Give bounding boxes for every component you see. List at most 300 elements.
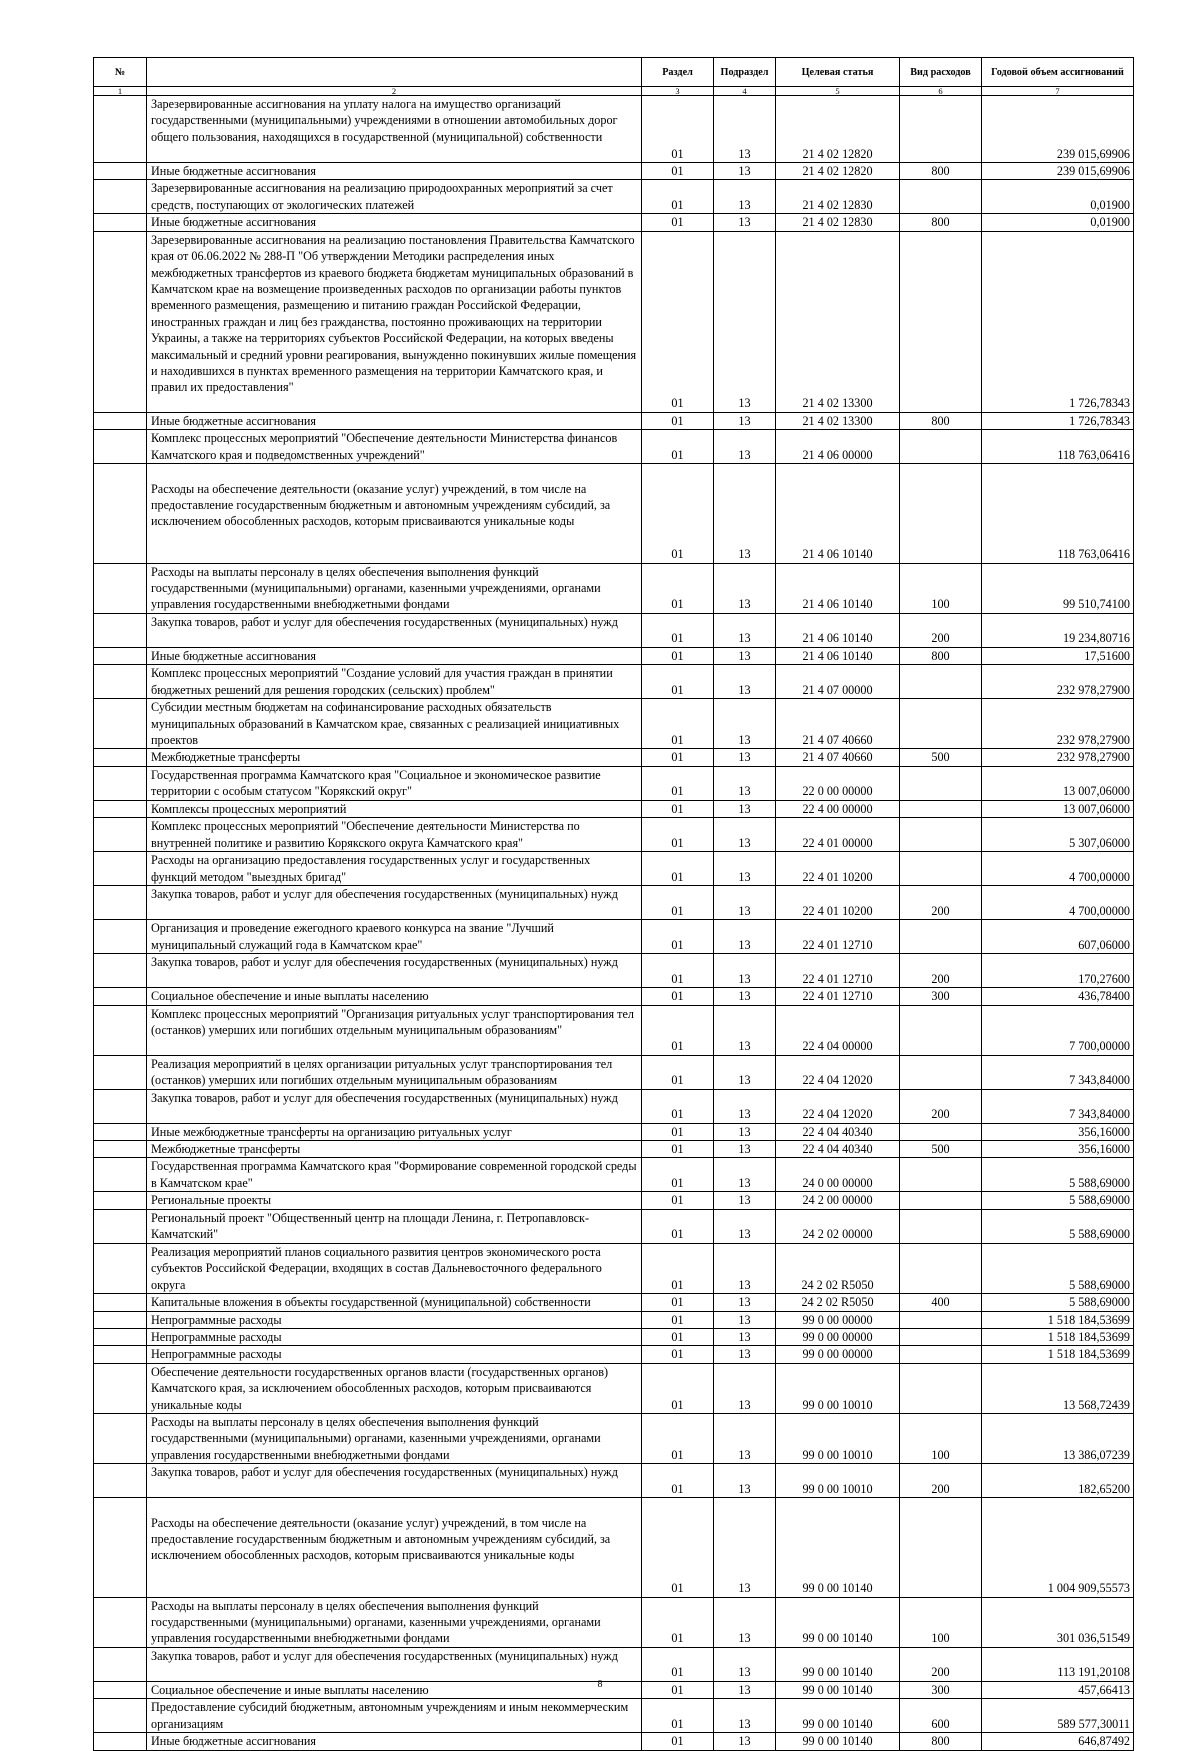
row-number-cell: [94, 1699, 147, 1733]
row-amount-cell: 118 763,06416: [982, 430, 1134, 464]
column-number: 6: [900, 87, 982, 96]
row-section-cell: 01: [642, 1413, 714, 1463]
row-section-cell: 01: [642, 1005, 714, 1055]
row-amount-cell: 5 307,06000: [982, 818, 1134, 852]
row-target-article-cell: 22 4 04 12020: [776, 1089, 900, 1123]
row-section-cell: 01: [642, 1123, 714, 1140]
row-expense-type-cell: [900, 920, 982, 954]
row-section-cell: 01: [642, 1209, 714, 1243]
row-target-article-cell: 99 0 00 10140: [776, 1498, 900, 1597]
row-amount-cell: 7 343,84000: [982, 1055, 1134, 1089]
row-subsection-cell: 13: [714, 1005, 776, 1055]
row-section-cell: 01: [642, 1158, 714, 1192]
row-expense-type-cell: 200: [900, 1464, 982, 1498]
row-section-cell: 01: [642, 800, 714, 817]
row-subsection-cell: 13: [714, 1141, 776, 1158]
row-amount-cell: 13 007,06000: [982, 766, 1134, 800]
row-target-article-cell: 22 4 01 10200: [776, 886, 900, 920]
row-expense-type-cell: 200: [900, 613, 982, 647]
column-number: 1: [94, 87, 147, 96]
row-name-cell: Иные бюджетные ассигнования: [147, 163, 642, 180]
table-row: [94, 1209, 1134, 1243]
row-amount-cell: 17,51600: [982, 647, 1134, 664]
row-expense-type-cell: [900, 1346, 982, 1363]
row-name-cell: Иные бюджетные ассигнования: [147, 1733, 642, 1750]
table-row: [94, 1141, 1134, 1158]
row-subsection-cell: 13: [714, 1498, 776, 1597]
row-subsection-cell: 13: [714, 1681, 776, 1698]
table-row: [94, 818, 1134, 852]
row-name-cell: Закупка товаров, работ и услуг для обеспечения государственных (муниципальных) нужд: [147, 954, 642, 988]
row-section-cell: 01: [642, 1363, 714, 1413]
column-number: 5: [776, 87, 900, 96]
row-expense-type-cell: [900, 800, 982, 817]
row-subsection-cell: 13: [714, 886, 776, 920]
row-number-cell: [94, 852, 147, 886]
table-row: [94, 430, 1134, 464]
header-target-article: Целевая статья: [776, 58, 900, 87]
row-target-article-cell: 21 4 02 12830: [776, 180, 900, 214]
row-subsection-cell: 13: [714, 749, 776, 766]
row-amount-cell: 13 386,07239: [982, 1413, 1134, 1463]
row-expense-type-cell: 800: [900, 647, 982, 664]
header-expense-type: Вид расходов: [900, 58, 982, 87]
row-expense-type-cell: 200: [900, 954, 982, 988]
row-section-cell: 01: [642, 1647, 714, 1681]
table-row: [94, 1089, 1134, 1123]
table-row: [94, 749, 1134, 766]
table-row: [94, 163, 1134, 180]
row-amount-cell: 170,27600: [982, 954, 1134, 988]
row-subsection-cell: 13: [714, 766, 776, 800]
row-section-cell: 01: [642, 1498, 714, 1597]
row-number-cell: [94, 1647, 147, 1681]
row-name-cell: Комплекс процессных мероприятий "Обеспечение деятельности Министерства финансов Камчатского края и подведомственных учреждений": [147, 430, 642, 464]
table-row: [94, 920, 1134, 954]
row-number-cell: [94, 1141, 147, 1158]
row-expense-type-cell: [900, 818, 982, 852]
row-subsection-cell: 13: [714, 464, 776, 563]
row-name-cell: Иные бюджетные ассигнования: [147, 214, 642, 231]
row-target-article-cell: 21 4 06 10140: [776, 464, 900, 563]
row-expense-type-cell: 800: [900, 412, 982, 429]
table-row: [94, 988, 1134, 1005]
table-row: [94, 180, 1134, 214]
row-name-cell: Зарезервированные ассигнования на реализацию природоохранных мероприятий за счет средств, поступающих от экологических платежей: [147, 180, 642, 214]
row-target-article-cell: 21 4 06 10140: [776, 563, 900, 613]
table-row: [94, 231, 1134, 412]
row-amount-cell: 232 978,27900: [982, 665, 1134, 699]
row-target-article-cell: 22 4 04 12020: [776, 1055, 900, 1089]
row-target-article-cell: 99 0 00 10010: [776, 1413, 900, 1463]
row-subsection-cell: 13: [714, 1346, 776, 1363]
table-row: [94, 699, 1134, 749]
table-row: [94, 563, 1134, 613]
table-row: [94, 1346, 1134, 1363]
row-subsection-cell: 13: [714, 1328, 776, 1345]
row-target-article-cell: 21 4 02 12830: [776, 214, 900, 231]
row-target-article-cell: 22 4 00 00000: [776, 800, 900, 817]
row-target-article-cell: 24 2 00 00000: [776, 1192, 900, 1209]
row-section-cell: 01: [642, 1243, 714, 1293]
row-expense-type-cell: [900, 852, 982, 886]
table-row: [94, 766, 1134, 800]
row-section-cell: 01: [642, 665, 714, 699]
row-section-cell: 01: [642, 886, 714, 920]
table-row: [94, 954, 1134, 988]
row-expense-type-cell: [900, 231, 982, 412]
row-target-article-cell: 21 4 06 10140: [776, 647, 900, 664]
row-target-article-cell: 99 0 00 10140: [776, 1647, 900, 1681]
row-target-article-cell: 99 0 00 10140: [776, 1733, 900, 1750]
row-name-cell: Реализация мероприятий планов социального развития центров экономического роста субъектов Российской Федерации, входящих в состав Дальневосточного федерального округа: [147, 1243, 642, 1293]
row-amount-cell: 7 700,00000: [982, 1005, 1134, 1055]
row-section-cell: 01: [642, 920, 714, 954]
row-amount-cell: 356,16000: [982, 1123, 1134, 1140]
row-number-cell: [94, 464, 147, 563]
row-name-cell: Закупка товаров, работ и услуг для обеспечения государственных (муниципальных) нужд: [147, 613, 642, 647]
row-section-cell: 01: [642, 1294, 714, 1311]
row-target-article-cell: 22 4 01 12710: [776, 920, 900, 954]
header-name: [147, 58, 642, 87]
row-section-cell: 01: [642, 749, 714, 766]
row-name-cell: Иные бюджетные ассигнования: [147, 412, 642, 429]
row-amount-cell: 4 700,00000: [982, 852, 1134, 886]
row-name-cell: Зарезервированные ассигнования на уплату налога на имущество организаций государственными (муниципальными) учреждениями в отношении автомобильных дорог общего пользования, находящихся в государственной (муниципальной) собственности: [147, 96, 642, 163]
table-row: [94, 464, 1134, 563]
row-name-cell: Субсидии местным бюджетам на софинансирование расходных обязательств муниципальных образований в Камчатском крае, связанных с реализацией инициативных проектов: [147, 699, 642, 749]
row-subsection-cell: 13: [714, 1123, 776, 1140]
row-number-cell: [94, 1498, 147, 1597]
row-section-cell: 01: [642, 1464, 714, 1498]
page-number: 8: [597, 1679, 603, 1690]
row-number-cell: [94, 1192, 147, 1209]
row-number-cell: [94, 1328, 147, 1345]
row-name-cell: Иные бюджетные ассигнования: [147, 647, 642, 664]
row-amount-cell: 239 015,69906: [982, 96, 1134, 163]
row-subsection-cell: 13: [714, 1209, 776, 1243]
row-name-cell: Непрограммные расходы: [147, 1346, 642, 1363]
table-row: [94, 1733, 1134, 1750]
row-subsection-cell: 13: [714, 852, 776, 886]
row-expense-type-cell: [900, 665, 982, 699]
row-number-cell: [94, 954, 147, 988]
row-section-cell: 01: [642, 818, 714, 852]
row-subsection-cell: 13: [714, 1243, 776, 1293]
row-name-cell: Реализация мероприятий в целях организации ритуальных услуг транспортирования тел (останков) умерших или погибших отдельным муниципальным образованиям: [147, 1055, 642, 1089]
row-amount-cell: 1 518 184,53699: [982, 1311, 1134, 1328]
row-subsection-cell: 13: [714, 954, 776, 988]
row-subsection-cell: 13: [714, 96, 776, 163]
row-subsection-cell: 13: [714, 1158, 776, 1192]
row-amount-cell: 239 015,69906: [982, 163, 1134, 180]
table-row: [94, 412, 1134, 429]
row-expense-type-cell: [900, 1123, 982, 1140]
row-number-cell: [94, 886, 147, 920]
row-target-article-cell: 99 0 00 10140: [776, 1699, 900, 1733]
row-name-cell: Государственная программа Камчатского края "Формирование современной городской среды в Камчатском крае": [147, 1158, 642, 1192]
row-subsection-cell: 13: [714, 1413, 776, 1463]
row-amount-cell: 301 036,51549: [982, 1597, 1134, 1647]
row-number-cell: [94, 699, 147, 749]
row-name-cell: Закупка товаров, работ и услуг для обеспечения государственных (муниципальных) нужд: [147, 1089, 642, 1123]
row-subsection-cell: 13: [714, 1647, 776, 1681]
row-amount-cell: 436,78400: [982, 988, 1134, 1005]
row-number-cell: [94, 1311, 147, 1328]
row-number-cell: [94, 818, 147, 852]
row-section-cell: 01: [642, 1089, 714, 1123]
row-expense-type-cell: 800: [900, 214, 982, 231]
row-expense-type-cell: [900, 1158, 982, 1192]
row-subsection-cell: 13: [714, 231, 776, 412]
row-number-cell: [94, 1597, 147, 1647]
row-name-cell: Межбюджетные трансферты: [147, 749, 642, 766]
row-expense-type-cell: 200: [900, 886, 982, 920]
row-subsection-cell: 13: [714, 665, 776, 699]
row-section-cell: 01: [642, 163, 714, 180]
row-subsection-cell: 13: [714, 920, 776, 954]
row-name-cell: Закупка товаров, работ и услуг для обеспечения государственных (муниципальных) нужд: [147, 1647, 642, 1681]
row-target-article-cell: 21 4 02 13300: [776, 231, 900, 412]
row-target-article-cell: 99 0 00 10010: [776, 1363, 900, 1413]
row-name-cell: Региональный проект "Общественный центр на площади Ленина, г. Петропавловск-Камчатский": [147, 1209, 642, 1243]
row-expense-type-cell: 800: [900, 1733, 982, 1750]
row-amount-cell: 1 518 184,53699: [982, 1328, 1134, 1345]
row-subsection-cell: 13: [714, 563, 776, 613]
row-name-cell: Социальное обеспечение и иные выплаты населению: [147, 988, 642, 1005]
row-target-article-cell: 21 4 07 40660: [776, 699, 900, 749]
row-amount-cell: 5 588,69000: [982, 1209, 1134, 1243]
row-section-cell: 01: [642, 1681, 714, 1698]
table-row: [94, 800, 1134, 817]
row-section-cell: 01: [642, 430, 714, 464]
table-row: [94, 1005, 1134, 1055]
row-target-article-cell: 21 4 06 10140: [776, 613, 900, 647]
row-amount-cell: 646,87492: [982, 1733, 1134, 1750]
row-target-article-cell: 22 4 01 12710: [776, 988, 900, 1005]
row-number-cell: [94, 1123, 147, 1140]
table-row: [94, 1413, 1134, 1463]
row-amount-cell: 7 343,84000: [982, 1089, 1134, 1123]
row-number-cell: [94, 1055, 147, 1089]
row-subsection-cell: 13: [714, 1055, 776, 1089]
row-amount-cell: 457,66413: [982, 1681, 1134, 1698]
row-section-cell: 01: [642, 563, 714, 613]
table-header: [94, 58, 1134, 96]
table-row: [94, 1464, 1134, 1498]
row-expense-type-cell: [900, 1498, 982, 1597]
row-expense-type-cell: 500: [900, 749, 982, 766]
row-section-cell: 01: [642, 1055, 714, 1089]
row-amount-cell: 1 726,78343: [982, 231, 1134, 412]
table-row: [94, 665, 1134, 699]
row-name-cell: Закупка товаров, работ и услуг для обеспечения государственных (муниципальных) нужд: [147, 1464, 642, 1498]
row-target-article-cell: 99 0 00 10140: [776, 1597, 900, 1647]
row-expense-type-cell: 400: [900, 1294, 982, 1311]
row-subsection-cell: 13: [714, 1597, 776, 1647]
row-expense-type-cell: [900, 1192, 982, 1209]
row-subsection-cell: 13: [714, 1699, 776, 1733]
row-number-cell: [94, 96, 147, 163]
column-number: 3: [642, 87, 714, 96]
row-section-cell: 01: [642, 647, 714, 664]
row-subsection-cell: 13: [714, 1464, 776, 1498]
row-name-cell: Расходы на обеспечение деятельности (оказание услуг) учреждений, в том числе на предоставление государственным бюджетным и автономным учреждениям субсидий, за исключением обособленных расходов, которым присваиваются уникальные коды: [147, 464, 642, 563]
row-expense-type-cell: [900, 1311, 982, 1328]
row-target-article-cell: 24 2 02 R5050: [776, 1243, 900, 1293]
row-number-cell: [94, 1005, 147, 1055]
row-subsection-cell: 13: [714, 430, 776, 464]
row-target-article-cell: 21 4 02 13300: [776, 412, 900, 429]
row-expense-type-cell: 200: [900, 1647, 982, 1681]
row-target-article-cell: 21 4 02 12820: [776, 163, 900, 180]
row-name-cell: Комплексы процессных мероприятий: [147, 800, 642, 817]
row-name-cell: Комплекс процессных мероприятий "Организация ритуальных услуг транспортирования тел (останков) умерших или погибших отдельным муниципальным образованиям": [147, 1005, 642, 1055]
row-amount-cell: 0,01900: [982, 214, 1134, 231]
table-row: [94, 886, 1134, 920]
row-subsection-cell: 13: [714, 180, 776, 214]
row-expense-type-cell: 800: [900, 163, 982, 180]
row-target-article-cell: 24 0 00 00000: [776, 1158, 900, 1192]
row-target-article-cell: 22 4 01 12710: [776, 954, 900, 988]
row-target-article-cell: 21 4 07 00000: [776, 665, 900, 699]
row-amount-cell: 5 588,69000: [982, 1192, 1134, 1209]
row-expense-type-cell: [900, 96, 982, 163]
header-annual-amount: Годовой объем ассигнований: [982, 58, 1134, 87]
row-expense-type-cell: 100: [900, 1413, 982, 1463]
row-name-cell: Расходы на организацию предоставления государственных услуг и государственных функций методом "выездных бригад": [147, 852, 642, 886]
row-amount-cell: 118 763,06416: [982, 464, 1134, 563]
row-amount-cell: 0,01900: [982, 180, 1134, 214]
row-name-cell: Предоставление субсидий бюджетным, автономным учреждениям и иным некоммерческим организациям: [147, 1699, 642, 1733]
row-number-cell: [94, 563, 147, 613]
row-subsection-cell: 13: [714, 412, 776, 429]
table-row: [94, 613, 1134, 647]
row-subsection-cell: 13: [714, 647, 776, 664]
row-expense-type-cell: [900, 1209, 982, 1243]
row-number-cell: [94, 1294, 147, 1311]
row-amount-cell: 1 004 909,55573: [982, 1498, 1134, 1597]
row-expense-type-cell: [900, 1363, 982, 1413]
row-number-cell: [94, 665, 147, 699]
row-subsection-cell: 13: [714, 699, 776, 749]
row-subsection-cell: 13: [714, 163, 776, 180]
row-number-cell: [94, 1363, 147, 1413]
row-number-cell: [94, 920, 147, 954]
row-amount-cell: 1 726,78343: [982, 412, 1134, 429]
row-number-cell: [94, 988, 147, 1005]
table-row: [94, 1192, 1134, 1209]
row-amount-cell: 182,65200: [982, 1464, 1134, 1498]
row-expense-type-cell: 200: [900, 1089, 982, 1123]
row-name-cell: Организация и проведение ежегодного краевого конкурса на звание "Лучший муниципальный служащий года в Камчатском крае": [147, 920, 642, 954]
row-name-cell: Непрограммные расходы: [147, 1311, 642, 1328]
column-number: 2: [147, 87, 642, 96]
table-row: [94, 852, 1134, 886]
row-amount-cell: 113 191,20108: [982, 1647, 1134, 1681]
row-target-article-cell: 22 4 01 00000: [776, 818, 900, 852]
row-subsection-cell: 13: [714, 1294, 776, 1311]
row-number-cell: [94, 1158, 147, 1192]
row-subsection-cell: 13: [714, 818, 776, 852]
row-target-article-cell: 22 4 04 40340: [776, 1123, 900, 1140]
row-subsection-cell: 13: [714, 988, 776, 1005]
table-row: [94, 1597, 1134, 1647]
row-number-cell: [94, 1243, 147, 1293]
row-name-cell: Государственная программа Камчатского края "Социальное и экономическое развитие территории с особым статусом "Корякский округ": [147, 766, 642, 800]
row-expense-type-cell: [900, 1243, 982, 1293]
row-subsection-cell: 13: [714, 800, 776, 817]
row-subsection-cell: 13: [714, 1311, 776, 1328]
row-section-cell: 01: [642, 1346, 714, 1363]
row-section-cell: 01: [642, 96, 714, 163]
row-section-cell: 01: [642, 1597, 714, 1647]
row-number-cell: [94, 412, 147, 429]
row-target-article-cell: 99 0 00 00000: [776, 1328, 900, 1345]
row-name-cell: Зарезервированные ассигнования на реализацию постановления Правительства Камчатского края от 06.06.2022 № 288-П "Об утверждении Методики распределения иных межбюджетных трансфертов из краевого бюджета бюджетам муниципальных образований в Камчатском крае на возмещение произведенных расходов по организации работы пунктов временного размещения, размещению и питанию граждан Российской Федерации, иностранных граждан и лиц без гражданства, постоянно проживающих на территории Украины, а также на территориях субъектов Российской Федерации, на которых введены максимальный и средний уровни реагирования, вынужденно покинувших жилые помещения и находившихся в пунктах временного размещения на территории Камчатского края, и правил их предоставления": [147, 231, 642, 412]
table-row: [94, 1243, 1134, 1293]
row-section-cell: 01: [642, 1328, 714, 1345]
row-target-article-cell: 22 4 04 00000: [776, 1005, 900, 1055]
row-name-cell: Закупка товаров, работ и услуг для обеспечения государственных (муниципальных) нужд: [147, 886, 642, 920]
row-section-cell: 01: [642, 1192, 714, 1209]
row-expense-type-cell: [900, 464, 982, 563]
row-number-cell: [94, 613, 147, 647]
row-section-cell: 01: [642, 852, 714, 886]
row-expense-type-cell: [900, 699, 982, 749]
row-amount-cell: 13 007,06000: [982, 800, 1134, 817]
row-name-cell: Расходы на обеспечение деятельности (оказание услуг) учреждений, в том числе на предоставление государственным бюджетным и автономным учреждениям субсидий, за исключением обособленных расходов, которым присваиваются уникальные коды: [147, 1498, 642, 1597]
row-target-article-cell: 24 2 02 00000: [776, 1209, 900, 1243]
row-section-cell: 01: [642, 1311, 714, 1328]
row-number-cell: [94, 766, 147, 800]
row-number-cell: [94, 1413, 147, 1463]
row-expense-type-cell: [900, 1005, 982, 1055]
table-row: [94, 1158, 1134, 1192]
budget-allocation-table: [93, 57, 1134, 1751]
row-target-article-cell: 22 4 01 10200: [776, 852, 900, 886]
table-body: [94, 96, 1134, 1751]
table-row: [94, 1699, 1134, 1733]
row-expense-type-cell: [900, 430, 982, 464]
budget-table-sheet: [93, 57, 1133, 1751]
row-amount-cell: 5 588,69000: [982, 1294, 1134, 1311]
row-section-cell: 01: [642, 412, 714, 429]
row-section-cell: 01: [642, 1141, 714, 1158]
header-number: №: [94, 58, 147, 87]
table-row: [94, 1498, 1134, 1597]
row-amount-cell: 589 577,30011: [982, 1699, 1134, 1733]
row-expense-type-cell: 500: [900, 1141, 982, 1158]
row-name-cell: Расходы на выплаты персоналу в целях обеспечения выполнения функций государственными (муниципальными) органами, казенными учреждениями, органами управления государственными внебюджетными фондами: [147, 1597, 642, 1647]
row-name-cell: Комплекс процессных мероприятий "Обеспечение деятельности Министерства по внутренней политике и развитию Корякского округа Камчатского края": [147, 818, 642, 852]
column-number: 7: [982, 87, 1134, 96]
row-amount-cell: 19 234,80716: [982, 613, 1134, 647]
row-subsection-cell: 13: [714, 1089, 776, 1123]
row-number-cell: [94, 231, 147, 412]
row-amount-cell: 607,06000: [982, 920, 1134, 954]
row-name-cell: Региональные проекты: [147, 1192, 642, 1209]
row-number-cell: [94, 1209, 147, 1243]
row-number-cell: [94, 1733, 147, 1750]
row-amount-cell: 5 588,69000: [982, 1243, 1134, 1293]
row-name-cell: Капитальные вложения в объекты государственной (муниципальной) собственности: [147, 1294, 642, 1311]
row-subsection-cell: 13: [714, 613, 776, 647]
row-name-cell: Межбюджетные трансферты: [147, 1141, 642, 1158]
row-target-article-cell: 21 4 06 00000: [776, 430, 900, 464]
row-section-cell: 01: [642, 464, 714, 563]
row-section-cell: 01: [642, 954, 714, 988]
